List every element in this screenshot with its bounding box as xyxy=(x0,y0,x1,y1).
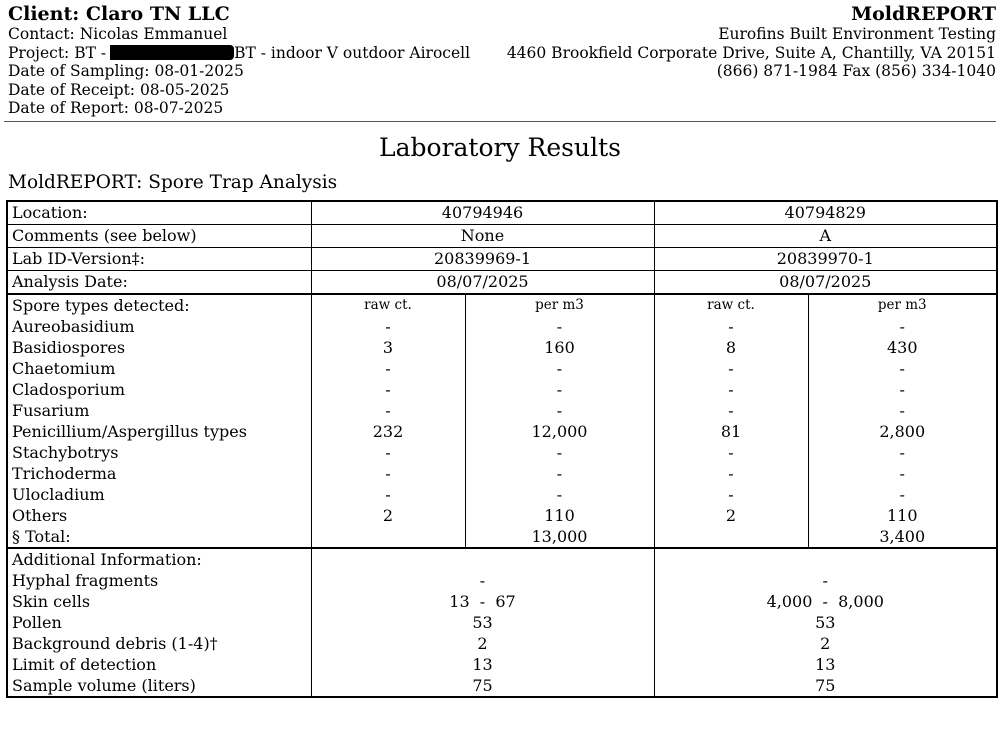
company-phone: (866) 871-1984 Fax (856) 334-1040 xyxy=(716,62,996,81)
raw-count: - xyxy=(311,400,465,421)
per-m3-header: per m3 xyxy=(465,294,654,316)
spore-name: Basidiospores xyxy=(12,338,126,357)
spore-row xyxy=(7,505,997,526)
sample2-value: - xyxy=(654,570,997,591)
raw-count: 232 xyxy=(311,421,465,442)
row-label: Analysis Date: xyxy=(7,271,311,295)
sample1-value: - xyxy=(311,570,654,591)
per-m3: 12,000 xyxy=(465,421,654,442)
spore-header-row xyxy=(7,294,997,316)
raw-count: 8 xyxy=(654,337,808,358)
raw-count: - xyxy=(654,442,808,463)
row-label: Lab ID-Version‡: xyxy=(7,248,311,271)
raw-count: - xyxy=(311,463,465,484)
spore-name: Aureobasidium xyxy=(12,317,135,336)
per-m3: - xyxy=(465,484,654,505)
raw-count: - xyxy=(654,316,808,337)
location-row xyxy=(7,201,997,225)
spore-row xyxy=(7,400,997,421)
sample2-labid: 20839970-1 xyxy=(654,248,997,271)
sample2-analysis-date: 08/07/2025 xyxy=(654,271,997,295)
raw-count: 2 xyxy=(311,505,465,526)
additional-row xyxy=(7,654,997,675)
client-name: Client: Claro TN LLC xyxy=(8,3,230,25)
spore-row xyxy=(7,463,997,484)
company-name: Eurofins Built Environment Testing xyxy=(718,25,996,43)
row-label: Location: xyxy=(12,203,88,222)
redaction-bar xyxy=(110,45,234,60)
per-m3: - xyxy=(808,442,997,463)
spore-row xyxy=(7,316,997,337)
sample2-value: 75 xyxy=(654,675,997,697)
sample2-location: 40794829 xyxy=(654,201,997,225)
company-address: 4460 Brookfield Corporate Drive, Suite A, Chantilly, VA 20151 xyxy=(506,43,996,62)
raw-count: - xyxy=(654,379,808,400)
per-m3: - xyxy=(465,379,654,400)
report-header-right xyxy=(507,3,996,81)
per-m3: 110 xyxy=(808,505,997,526)
page-title: Laboratory Results xyxy=(379,133,621,162)
additional-name: Pollen xyxy=(12,613,62,632)
sample1-value: 13 - 67 xyxy=(311,591,654,612)
comments-row xyxy=(7,225,997,248)
spore-row xyxy=(7,442,997,463)
date-of-report: Date of Report: 08-07-2025 xyxy=(8,99,224,118)
additional-row xyxy=(7,633,997,654)
spore-name: Trichoderma xyxy=(12,464,117,483)
total-raw-empty xyxy=(311,526,465,548)
raw-count: - xyxy=(311,316,465,337)
raw-count: - xyxy=(311,358,465,379)
additional-name: Limit of detection xyxy=(12,655,157,674)
sample2-total: 3,400 xyxy=(808,526,997,548)
raw-count: - xyxy=(654,358,808,379)
sample2-value: 13 xyxy=(654,654,997,675)
additional-name: Hyphal fragments xyxy=(12,571,159,590)
spore-row xyxy=(7,337,997,358)
per-m3: - xyxy=(465,400,654,421)
sample1-location: 40794946 xyxy=(311,201,654,225)
total-label: § Total: xyxy=(12,527,71,546)
sample2-value: 4,000 - 8,000 xyxy=(654,591,997,612)
contact-line: Contact: Nicolas Emmanuel xyxy=(8,25,228,43)
total-raw-empty xyxy=(654,526,808,548)
analysis-date-row xyxy=(7,271,997,295)
date-of-receipt: Date of Receipt: 08-05-2025 xyxy=(8,80,230,99)
per-m3: - xyxy=(808,316,997,337)
spore-name: Cladosporium xyxy=(12,380,126,399)
additional-header-row xyxy=(7,548,997,570)
sample2-value: 2 xyxy=(654,633,997,654)
sample1-value: 75 xyxy=(311,675,654,697)
additional-row xyxy=(7,591,997,612)
per-m3-header: per m3 xyxy=(808,294,997,316)
sample1-comments: None xyxy=(311,225,654,248)
per-m3: 2,800 xyxy=(808,421,997,442)
spore-name: Stachybotrys xyxy=(12,443,119,462)
per-m3: - xyxy=(808,358,997,379)
labid-row xyxy=(7,248,997,271)
additional-info-label: Additional Information: xyxy=(7,548,311,570)
brand-name: MoldREPORT xyxy=(851,3,996,25)
raw-count: - xyxy=(654,400,808,421)
per-m3: - xyxy=(465,358,654,379)
raw-count: 3 xyxy=(311,337,465,358)
per-m3: - xyxy=(808,463,997,484)
raw-count-header: raw ct. xyxy=(311,294,465,316)
total-row xyxy=(7,526,997,548)
raw-count: - xyxy=(311,379,465,400)
report-header-left xyxy=(8,3,470,118)
spore-row xyxy=(7,484,997,505)
additional-name: Background debris (1-4)† xyxy=(12,634,218,653)
spore-row xyxy=(7,421,997,442)
per-m3: - xyxy=(465,442,654,463)
raw-count: - xyxy=(311,442,465,463)
sample1-value: 2 xyxy=(311,633,654,654)
per-m3: 110 xyxy=(465,505,654,526)
raw-count-header: raw ct. xyxy=(654,294,808,316)
results-table xyxy=(6,200,998,698)
raw-count: - xyxy=(311,484,465,505)
raw-count: - xyxy=(654,484,808,505)
per-m3: - xyxy=(465,463,654,484)
project-suffix: BT - indoor V outdoor Airocell xyxy=(234,43,471,62)
spore-name: Penicillium/Aspergillus types xyxy=(12,422,247,441)
spore-row xyxy=(7,379,997,400)
additional-name: Skin cells xyxy=(12,592,91,611)
per-m3: 160 xyxy=(465,337,654,358)
project-prefix: Project: BT - xyxy=(8,43,107,62)
additional-row xyxy=(7,570,997,591)
sample2-value: 53 xyxy=(654,612,997,633)
raw-count: 81 xyxy=(654,421,808,442)
spore-name: Chaetomium xyxy=(12,359,116,378)
per-m3: - xyxy=(808,379,997,400)
spore-name: Fusarium xyxy=(12,401,90,420)
sample1-value: 53 xyxy=(311,612,654,633)
additional-empty xyxy=(311,548,654,570)
sample1-analysis-date: 08/07/2025 xyxy=(311,271,654,295)
raw-count: 2 xyxy=(654,505,808,526)
per-m3: - xyxy=(465,316,654,337)
sample1-total: 13,000 xyxy=(465,526,654,548)
header-divider xyxy=(4,121,996,122)
sample1-labid: 20839969-1 xyxy=(311,248,654,271)
per-m3: - xyxy=(808,484,997,505)
sample2-comments: A xyxy=(654,225,997,248)
per-m3: 430 xyxy=(808,337,997,358)
additional-name: Sample volume (liters) xyxy=(12,676,196,695)
additional-row xyxy=(7,612,997,633)
spore-name: Others xyxy=(12,506,68,525)
report-subtitle: MoldREPORT: Spore Trap Analysis xyxy=(8,172,338,193)
sample1-value: 13 xyxy=(311,654,654,675)
project-line xyxy=(8,44,470,63)
date-of-sampling: Date of Sampling: 08-01-2025 xyxy=(8,62,244,81)
per-m3: - xyxy=(808,400,997,421)
spore-name: Ulocladium xyxy=(12,485,105,504)
raw-count: - xyxy=(654,463,808,484)
additional-row xyxy=(7,675,997,697)
row-label: Comments (see below) xyxy=(7,225,311,248)
additional-empty xyxy=(654,548,997,570)
spore-types-label: Spore types detected: xyxy=(7,294,311,316)
spore-row xyxy=(7,358,997,379)
